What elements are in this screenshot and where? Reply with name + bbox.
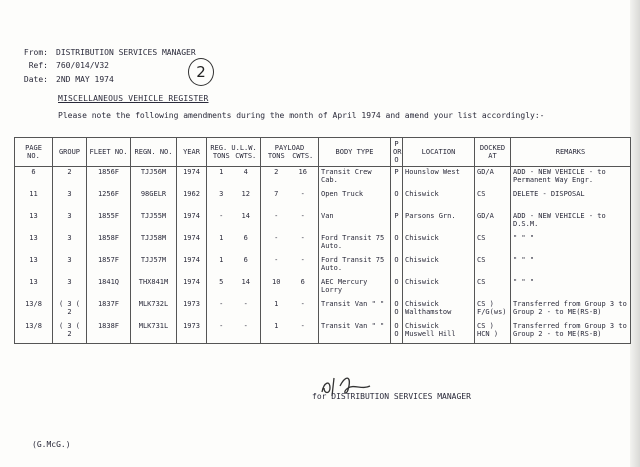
header-payload-tons: TONS [267, 152, 285, 160]
cell-payload [261, 255, 319, 277]
table-row [15, 189, 631, 211]
cell-remarks: " " " [511, 233, 631, 255]
cell-year: 1974 [177, 211, 207, 233]
cell-por: O O [391, 299, 403, 321]
header-remarks: REMARKS [511, 138, 631, 167]
cell-year: 1974 [177, 277, 207, 299]
header-location: LOCATION [403, 138, 475, 167]
cell-location: Chiswick [403, 255, 475, 277]
cell-page: 13 [15, 255, 53, 277]
amendments-table [14, 137, 631, 344]
cell-ulw [207, 189, 261, 211]
cell-fleet: 1256F [87, 189, 131, 211]
cell-page: 13 [15, 211, 53, 233]
header-ulw-cwts: CWTS. [235, 152, 257, 160]
cell-docked: GD/A [475, 211, 511, 233]
cell-ulw [207, 167, 261, 190]
cell-group: 2 [53, 167, 87, 190]
cell-ulw_t: 3 [219, 190, 224, 198]
cell-location: Chiswick Muswell Hill [403, 321, 475, 344]
cell-ulw_c: 12 [241, 190, 250, 198]
ref-label: Ref: [28, 61, 48, 70]
cell-regn: THX841M [131, 277, 177, 299]
cell-remarks: Transferred from Group 3 to Group 2 - to ME(RS-B) [511, 321, 631, 344]
cell-docked: CS [475, 189, 511, 211]
signature-caption: for DISTRIBUTION SERVICES MANAGER [312, 392, 471, 401]
cell-ulw_t: 1 [219, 168, 224, 176]
header-ulw [207, 138, 261, 167]
cell-ulw [207, 299, 261, 321]
cell-docked: CS ) HCN ) [475, 321, 511, 344]
cell-location: Chiswick [403, 233, 475, 255]
intro-text: Please note the following amendments during the month of April 1974 and amend your list accordingly:- [58, 111, 545, 120]
header-payload [261, 138, 319, 167]
table-row [15, 277, 631, 299]
cell-page: 6 [15, 167, 53, 190]
cell-regn: TJJ58M [131, 233, 177, 255]
cell-ulw_t: - [219, 300, 224, 308]
cell-remarks: Transferred from Group 3 to Group 2 - to ME(RS-B) [511, 299, 631, 321]
cell-year: 1974 [177, 255, 207, 277]
cell-pay_c: 16 [298, 168, 307, 176]
table-row [15, 299, 631, 321]
cell-ulw_c: 14 [241, 212, 250, 220]
cell-docked: GD/A [475, 167, 511, 190]
cell-remarks: DELETE - DISPOSAL [511, 189, 631, 211]
header-fleet: FLEET NO. [87, 138, 131, 167]
cell-page: 13/8 [15, 321, 53, 344]
cell-por: O O [391, 321, 403, 344]
handwritten-page-mark: 2 [188, 58, 214, 86]
table-row [15, 255, 631, 277]
cell-fleet: 1856F [87, 167, 131, 190]
cell-ulw [207, 233, 261, 255]
header-page: PAGE NO. [15, 138, 53, 167]
cell-por: P [391, 167, 403, 190]
cell-year: 1973 [177, 299, 207, 321]
cell-payload [261, 277, 319, 299]
cell-location: Chiswick [403, 189, 475, 211]
cell-pay_c: - [300, 190, 305, 198]
cell-pay_t: - [274, 256, 279, 264]
cell-por: O [391, 233, 403, 255]
cell-remarks: " " " [511, 255, 631, 277]
cell-regn: TJJ57M [131, 255, 177, 277]
cell-regn: MLK731L [131, 321, 177, 344]
header-por: P OR O [391, 138, 403, 167]
cell-body: Ford Transit 75 Auto. [319, 255, 391, 277]
cell-ulw [207, 277, 261, 299]
cell-year: 1962 [177, 189, 207, 211]
cell-location: Chiswick Walthamstow [403, 299, 475, 321]
header-payload-label: PAYLOAD [274, 144, 305, 152]
header-group: GROUP [53, 138, 87, 167]
cell-ulw [207, 255, 261, 277]
table-row [15, 321, 631, 344]
cell-pay_t: 7 [274, 190, 279, 198]
cell-pay_c: - [300, 300, 305, 308]
table-row [15, 211, 631, 233]
cell-location: Parsons Grn. [403, 211, 475, 233]
cell-ulw_t: - [219, 212, 224, 220]
cell-page: 13 [15, 233, 53, 255]
cell-payload [261, 211, 319, 233]
cell-body: AEC Mercury Lorry [319, 277, 391, 299]
header-docked: DOCKED AT [475, 138, 511, 167]
cell-year: 1974 [177, 233, 207, 255]
cell-ulw_c: 4 [243, 168, 248, 176]
table-header-row [15, 138, 631, 167]
typist-initials: (G.McG.) [32, 440, 71, 449]
cell-ulw_c: - [243, 322, 248, 330]
cell-regn: TJJ55M [131, 211, 177, 233]
cell-page: 11 [15, 189, 53, 211]
cell-body: Ford Transit 75 Auto. [319, 233, 391, 255]
cell-ulw_t: 5 [219, 278, 224, 286]
cell-group: 3 [53, 233, 87, 255]
cell-por: P [391, 211, 403, 233]
cell-body: Transit Crew Cab. [319, 167, 391, 190]
cell-regn: 98GELR [131, 189, 177, 211]
header-body: BODY TYPE [319, 138, 391, 167]
table-row [15, 233, 631, 255]
cell-ulw_c: 6 [243, 234, 248, 242]
cell-group: ( 3 ( 2 [53, 299, 87, 321]
cell-page: 13 [15, 277, 53, 299]
ref-value: 760/014/V32 [56, 61, 109, 70]
cell-pay_c: 6 [300, 278, 305, 286]
cell-group: 3 [53, 277, 87, 299]
cell-docked: CS [475, 277, 511, 299]
cell-pay_c: - [300, 256, 305, 264]
header-year: YEAR [177, 138, 207, 167]
cell-pay_t: - [274, 234, 279, 242]
cell-pay_t: - [274, 212, 279, 220]
cell-ulw_c: 14 [241, 278, 250, 286]
cell-pay_t: 10 [272, 278, 281, 286]
cell-fleet: 1857F [87, 255, 131, 277]
cell-remarks: ADD - NEW VEHICLE - to D.S.M. [511, 211, 631, 233]
cell-fleet: 1838F [87, 321, 131, 344]
cell-regn: TJJ56M [131, 167, 177, 190]
cell-fleet: 1855F [87, 211, 131, 233]
cell-body: Transit Van " " [319, 299, 391, 321]
cell-ulw_c: 6 [243, 256, 248, 264]
register-title: MISCELLANEOUS VEHICLE REGISTER [58, 94, 209, 103]
cell-remarks: ADD - NEW VEHICLE - to Permanent Way Engr. [511, 167, 631, 190]
cell-fleet: 1841Q [87, 277, 131, 299]
from-label: From: [23, 48, 48, 57]
cell-ulw [207, 321, 261, 344]
cell-por: O [391, 189, 403, 211]
cell-body: Transit Van " " [319, 321, 391, 344]
header-ulw-tons: TONS [212, 152, 230, 160]
cell-ulw_t: 1 [219, 256, 224, 264]
cell-group: ( 3 ( 2 [53, 321, 87, 344]
cell-pay_c: - [300, 322, 305, 330]
header-ulw-label: REG. U.L.W. [210, 144, 257, 152]
cell-location: Chiswick [403, 277, 475, 299]
cell-fleet: 1858F [87, 233, 131, 255]
cell-fleet: 1837F [87, 299, 131, 321]
cell-regn: MLK732L [131, 299, 177, 321]
page-edge-shadow [630, 0, 640, 467]
header-payload-cwts: CWTS. [292, 152, 314, 160]
cell-group: 3 [53, 189, 87, 211]
header-regn: REGN. NO. [131, 138, 177, 167]
cell-pay_c: - [300, 212, 305, 220]
cell-docked: CS [475, 255, 511, 277]
cell-ulw [207, 211, 261, 233]
cell-pay_t: 1 [274, 300, 279, 308]
date-value: 2ND MAY 1974 [56, 75, 114, 84]
cell-remarks: " " " [511, 277, 631, 299]
cell-year: 1973 [177, 321, 207, 344]
cell-ulw_c: - [243, 300, 248, 308]
cell-pay_t: 2 [274, 168, 279, 176]
cell-payload [261, 299, 319, 321]
cell-ulw_t: - [219, 322, 224, 330]
cell-body: Open Truck [319, 189, 391, 211]
cell-ulw_t: 1 [219, 234, 224, 242]
cell-year: 1974 [177, 167, 207, 190]
cell-group: 3 [53, 255, 87, 277]
cell-pay_c: - [300, 234, 305, 242]
cell-page: 13/8 [15, 299, 53, 321]
cell-docked: CS [475, 233, 511, 255]
cell-por: O [391, 255, 403, 277]
date-label: Date: [23, 75, 48, 84]
cell-location: Hounslow West [403, 167, 475, 190]
cell-group: 3 [53, 211, 87, 233]
cell-payload [261, 167, 319, 190]
cell-pay_t: 1 [274, 322, 279, 330]
from-value: DISTRIBUTION SERVICES MANAGER [56, 48, 196, 57]
cell-por: O [391, 277, 403, 299]
cell-docked: CS ) F/G(ws) [475, 299, 511, 321]
cell-payload [261, 321, 319, 344]
table-row [15, 167, 631, 190]
cell-payload [261, 233, 319, 255]
cell-payload [261, 189, 319, 211]
cell-body: Van [319, 211, 391, 233]
